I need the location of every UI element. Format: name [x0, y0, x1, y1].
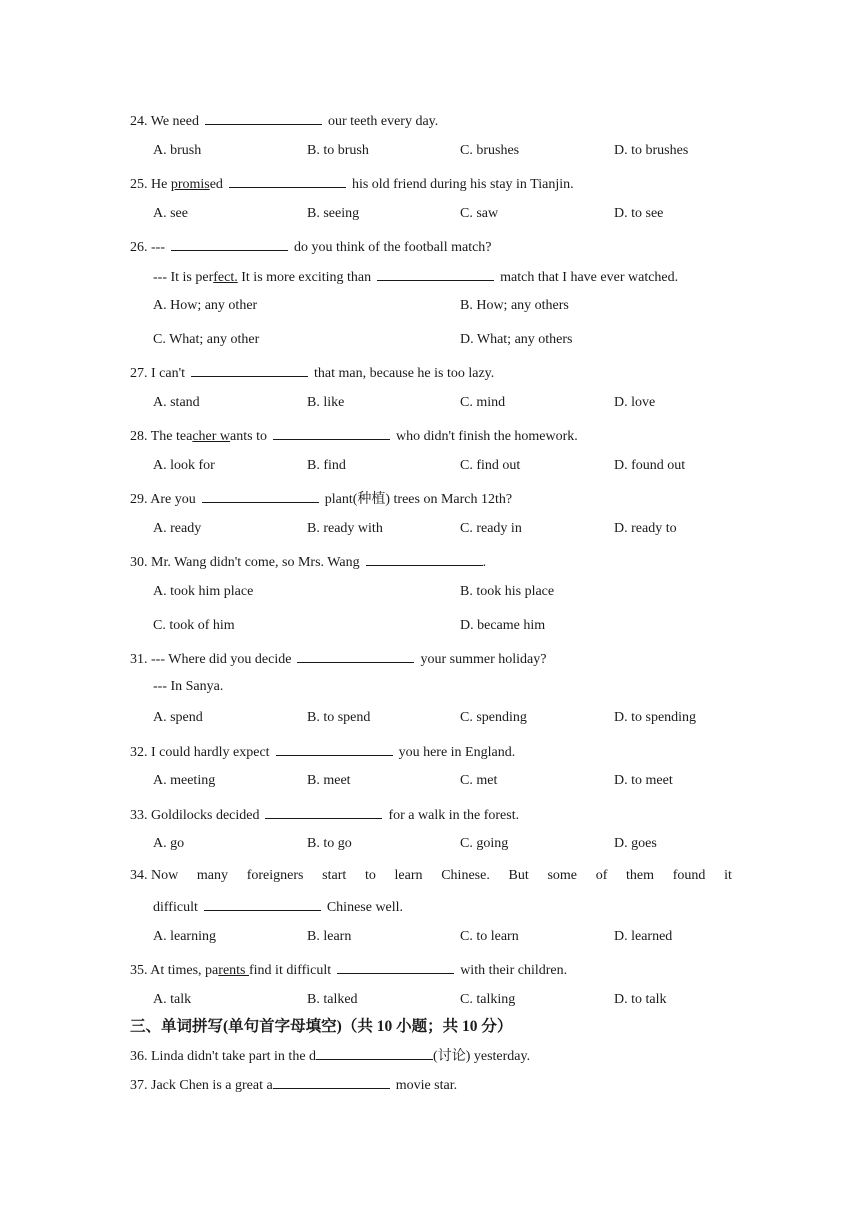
- option-b[interactable]: B. find: [307, 458, 346, 473]
- question-33-stem: 33. Goldilocks decided: [130, 808, 260, 823]
- word: to: [364, 868, 376, 883]
- option-a[interactable]: A. brush: [153, 143, 202, 158]
- question-35-stem-end: find it difficult: [249, 963, 332, 978]
- reply-text-mid: It is more exciting than: [237, 270, 372, 285]
- option-d[interactable]: D. ready to: [614, 521, 677, 536]
- word: foreigners: [246, 868, 304, 883]
- question-35-stem: 35. At times, pa: [130, 963, 219, 978]
- question-29-tail: plant(种植) trees on March 12th?: [324, 492, 513, 507]
- option-d[interactable]: D. to talk: [614, 992, 667, 1007]
- answer-blank[interactable]: [366, 551, 483, 566]
- word: some: [547, 868, 577, 883]
- question-36-tail: (讨论) yesterday.: [433, 1049, 531, 1064]
- option-c[interactable]: C. find out: [460, 458, 521, 473]
- question-31: [130, 648, 546, 669]
- reply-text: --- It is per: [153, 270, 214, 285]
- word: them: [626, 868, 655, 883]
- option-c[interactable]: C. took of him: [153, 618, 235, 633]
- option-a[interactable]: A. How; any other: [153, 298, 258, 313]
- answer-blank[interactable]: [205, 110, 322, 125]
- question-25-stem-end: ed: [209, 177, 223, 192]
- word: found: [672, 868, 706, 883]
- option-a[interactable]: A. go: [153, 836, 185, 851]
- option-b[interactable]: B. to spend: [307, 710, 371, 725]
- option-c[interactable]: C. talking: [460, 992, 516, 1007]
- option-c[interactable]: C. met: [460, 773, 498, 788]
- option-c[interactable]: C. ready in: [460, 521, 522, 536]
- option-d[interactable]: D. love: [614, 395, 656, 410]
- question-26-reply: [153, 266, 678, 287]
- question-30-tail: .: [482, 555, 487, 570]
- answer-blank[interactable]: [273, 1074, 390, 1089]
- option-c[interactable]: C. going: [460, 836, 509, 851]
- option-d[interactable]: D. became him: [460, 618, 546, 633]
- answer-blank[interactable]: [297, 648, 414, 663]
- question-32-stem: 32. I could hardly expect: [130, 745, 270, 760]
- option-b[interactable]: B. seeing: [307, 206, 360, 221]
- option-a[interactable]: A. talk: [153, 992, 192, 1007]
- question-25-stem: 25. He: [130, 177, 171, 192]
- question-34: [130, 867, 732, 885]
- answer-blank[interactable]: [204, 896, 321, 911]
- option-b[interactable]: B. How; any others: [460, 298, 569, 313]
- question-28-stem: 28. The tea: [130, 429, 193, 444]
- question-35-tail: with their children.: [460, 963, 568, 978]
- question-24: [130, 110, 438, 131]
- option-c[interactable]: C. spending: [460, 710, 527, 725]
- word: start: [322, 868, 347, 883]
- word: learn: [394, 868, 423, 883]
- option-d[interactable]: D. to spending: [614, 710, 697, 725]
- option-c[interactable]: C. mind: [460, 395, 506, 410]
- option-a[interactable]: A. took him place: [153, 584, 254, 599]
- option-b[interactable]: B. meet: [307, 773, 351, 788]
- word: it: [724, 868, 732, 883]
- answer-blank[interactable]: [229, 173, 346, 188]
- answer-blank[interactable]: [202, 488, 319, 503]
- question-31-answer: --- In Sanya.: [153, 679, 224, 694]
- underlined-text: cher w: [192, 429, 231, 444]
- answer-blank[interactable]: [265, 804, 382, 819]
- question-33-tail: for a walk in the forest.: [388, 808, 520, 823]
- question-37-stem: 37. Jack Chen is a great a: [130, 1078, 273, 1093]
- question-30: [130, 551, 486, 572]
- question-27-stem: 27. I can't: [130, 366, 186, 381]
- answer-blank[interactable]: [276, 741, 393, 756]
- underlined-text: rents: [218, 963, 249, 978]
- option-b[interactable]: B. learn: [307, 929, 352, 944]
- section-heading: 三、单词拼写(单句首字母填空)（共 10 小题；共 10 分）: [130, 1018, 513, 1035]
- option-b[interactable]: B. to brush: [307, 143, 369, 158]
- option-a[interactable]: A. ready: [153, 521, 202, 536]
- option-a[interactable]: A. stand: [153, 395, 200, 410]
- option-b[interactable]: B. talked: [307, 992, 358, 1007]
- option-a[interactable]: A. meeting: [153, 773, 216, 788]
- question-34-line2: [153, 896, 403, 917]
- question-28-tail: who didn't finish the homework.: [396, 429, 578, 444]
- word: But: [508, 868, 529, 883]
- underlined-text: fect.: [213, 270, 238, 285]
- option-d[interactable]: D. What; any others: [460, 332, 573, 347]
- option-d[interactable]: D. to meet: [614, 773, 673, 788]
- option-a[interactable]: A. spend: [153, 710, 203, 725]
- option-b[interactable]: B. like: [307, 395, 345, 410]
- option-d[interactable]: D. learned: [614, 929, 673, 944]
- word: 34. Now: [130, 868, 179, 883]
- answer-blank[interactable]: [273, 425, 390, 440]
- question-27: [130, 362, 494, 383]
- option-c[interactable]: C. to learn: [460, 929, 519, 944]
- option-b[interactable]: B. took his place: [460, 584, 555, 599]
- question-37: [130, 1074, 457, 1095]
- answer-blank[interactable]: [337, 959, 454, 974]
- question-30-stem: 30. Mr. Wang didn't come, so Mrs. Wang: [130, 555, 360, 570]
- question-26-stem: 26. ---: [130, 240, 165, 255]
- option-a[interactable]: A. learning: [153, 929, 216, 944]
- question-34-tail: Chinese well.: [326, 900, 404, 915]
- question-26-tail: do you think of the football match?: [294, 240, 492, 255]
- question-36-stem: 36. Linda didn't take part in the d: [130, 1049, 317, 1064]
- question-29-stem: 29. Are you: [130, 492, 196, 507]
- question-24-tail: our teeth every day.: [327, 114, 439, 129]
- word: of: [595, 868, 608, 883]
- question-28-stem-end: ants to: [230, 429, 267, 444]
- question-32-tail: you here in England.: [398, 745, 516, 760]
- option-a[interactable]: A. see: [153, 206, 188, 221]
- option-c[interactable]: C. saw: [460, 206, 499, 221]
- question-34-stem: difficult: [153, 900, 198, 915]
- question-36: [130, 1045, 530, 1066]
- answer-blank[interactable]: [191, 362, 308, 377]
- option-d[interactable]: D. found out: [614, 458, 686, 473]
- question-32: [130, 741, 515, 762]
- question-33: [130, 804, 519, 825]
- answer-blank[interactable]: [316, 1045, 433, 1060]
- question-24-stem: 24. We need: [130, 114, 199, 129]
- option-d[interactable]: D. to see: [614, 206, 664, 221]
- word: Chinese.: [441, 868, 490, 883]
- question-37-tail: movie star.: [395, 1078, 458, 1093]
- question-31-stem: 31. --- Where did you decide: [130, 652, 292, 667]
- option-a[interactable]: A. look for: [153, 458, 215, 473]
- question-27-tail: that man, because he is too lazy.: [314, 366, 495, 381]
- word: many: [196, 868, 229, 883]
- answer-blank[interactable]: [377, 266, 494, 281]
- question-29: [130, 488, 512, 509]
- question-25-tail: his old friend during his stay in Tianjin.: [351, 177, 574, 192]
- underlined-text: promis: [170, 177, 210, 192]
- option-c[interactable]: C. What; any other: [153, 332, 260, 347]
- reply-tail: match that I have ever watched.: [500, 270, 679, 285]
- option-b[interactable]: B. ready with: [307, 521, 383, 536]
- question-26: [130, 236, 492, 257]
- question-31-tail: your summer holiday?: [420, 652, 547, 667]
- option-d[interactable]: D. goes: [614, 836, 657, 851]
- option-d[interactable]: D. to brushes: [614, 143, 689, 158]
- option-b[interactable]: B. to go: [307, 836, 352, 851]
- question-28: [130, 425, 578, 446]
- question-35: [130, 959, 567, 980]
- option-c[interactable]: C. brushes: [460, 143, 520, 158]
- answer-blank[interactable]: [171, 236, 288, 251]
- question-25: [130, 173, 574, 194]
